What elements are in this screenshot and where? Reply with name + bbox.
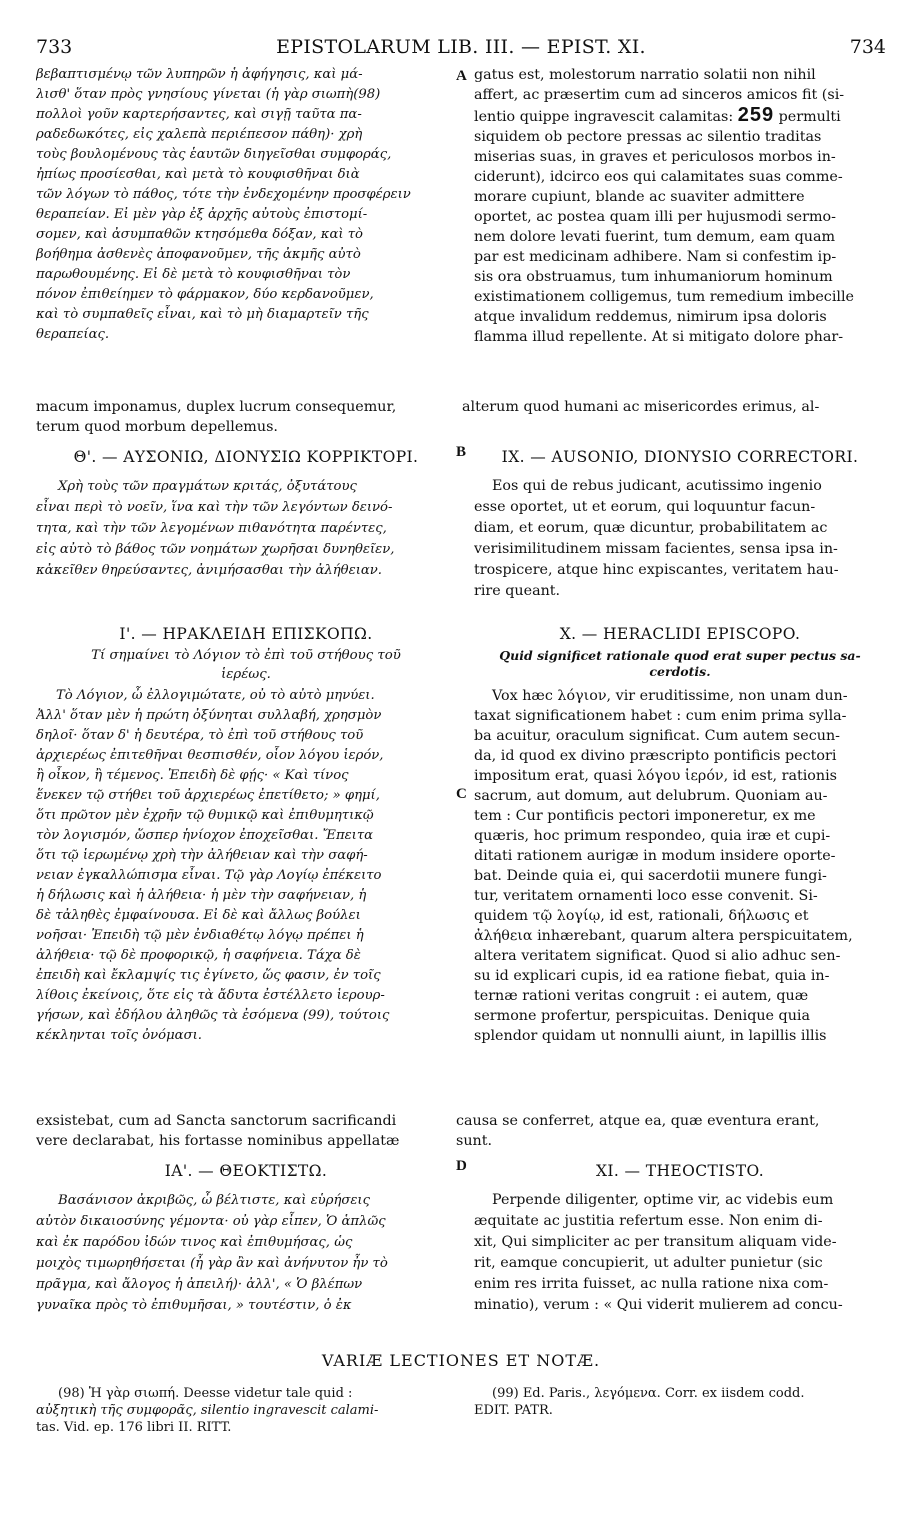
- greek-line: τοὺς βουλομένους τὰς ἑαυτῶν διηγεῖσθαι συμφοράς,: [36, 147, 392, 162]
- footnote-line: (99) Ed. Paris., λεγόμενα. Corr. ex iisdem codd.: [492, 1386, 805, 1401]
- section2-greek-column: [36, 476, 456, 581]
- greek-line: νοῆσαι· Ἐπειδὴ τῷ μὲν ἐνδιαθέτῳ λόγῳ πρέπει ἡ: [36, 928, 364, 943]
- latin-line: esse oportet, ut et eorum, qui loquuntur facun-: [474, 499, 816, 515]
- latin-text: permulti: [778, 109, 841, 125]
- latin-line: Perpende diligenter, optime vir, ac videbis eum: [492, 1192, 834, 1208]
- latin-line: ciderunt), idcirco eos qui calamitates suas comme-: [474, 169, 843, 185]
- latin-line: par est medicinam adhibere. Nam si confestim ip-: [474, 249, 837, 265]
- latin-line: trospicere, atque hinc expiscantes, veritatem hau-: [474, 562, 839, 578]
- greek-line: Βασάνισον ἀκριβῶς, ὦ βέλτιστε, καὶ εὑρήσεις: [58, 1193, 370, 1208]
- greek-line: γήσων, καὶ ἐδήλου ἀληθῶς τὰ ἐσόμενα (99), τούτοις: [36, 1008, 390, 1023]
- greek-line: πόνον ἐπιθείημεν τὸ φάρμακον, δύο κερδανοῦμεν,: [36, 287, 374, 302]
- latin-line: affert, ac præsertim cum ad sinceros amicos fit (si-: [474, 87, 845, 103]
- latin-line: da, id quod ex divino præscripto pontificis pectori: [474, 748, 837, 764]
- section3-latin-column: [474, 686, 886, 1046]
- latin-line: sis ora obstruamus, tum inhumaniorum hominum: [474, 269, 833, 285]
- heading-latin-ix: IX. — AUSONIO, DIONYSIO CORRECTORI.: [501, 448, 859, 466]
- greek-line: κέκληνται τοῖς ὀνόμασι.: [36, 1028, 202, 1043]
- footnote-left: [36, 1385, 456, 1436]
- greek-line: εἰς αὐτὸ τὸ βάθος τῶν νοημάτων χωρῆσαι δυνηθεῖεν,: [36, 542, 395, 557]
- greek-line: γυναῖκα πρὸς τὸ ἐπιθυμῆσαι, » τουτέστιν, ὁ ἐκ: [36, 1298, 352, 1313]
- full-line-right: sunt.: [456, 1133, 493, 1149]
- full-line-left: macum imponamus, duplex lucrum consequemur,: [36, 399, 397, 415]
- latin-line: miserias suas, in graves et periculosos morbos in-: [474, 149, 836, 165]
- latin-line: [474, 105, 886, 127]
- greek-line: ἡ δήλωσις καὶ ἡ ἀλήθεια· ἡ μὲν τὴν σαφήνειαν, ἡ: [36, 888, 367, 903]
- subtitle-line: ἱερέως.: [221, 667, 271, 682]
- running-title: EPISTOLARUM LIB. III. — EPIST. XI.: [276, 36, 646, 58]
- full-line: terum quod morbum depellemus.: [36, 419, 278, 435]
- full-line: [36, 1111, 886, 1131]
- latin-line: su id explicari cupis, id ea ratione fiebat, quia in-: [474, 968, 830, 984]
- latin-line: xit, Qui simpliciter ac per transitum aliquam vide-: [474, 1234, 837, 1250]
- latin-line: morare cupiunt, blande ac suaviter admittere: [474, 189, 805, 205]
- greek-line: αὐτὸν δικαιοσύνης γέμοντα· οὐ γὰρ εἶπεν, Ὁ ἁπλῶς: [36, 1214, 386, 1229]
- full-line-left: exsistebat, cum ad Sancta sanctorum sacrificandi: [36, 1113, 397, 1129]
- page-number-left: 733: [36, 36, 73, 58]
- latin-line: taxat significationem habet : cum enim prima sylla-: [474, 708, 847, 724]
- section2-latin-column: [474, 476, 886, 602]
- latin-line: rire queant.: [474, 583, 561, 599]
- greek-line: τητα, καὶ τὴν τῶν λεγομένων πιθανότητα παρέντες,: [36, 521, 387, 536]
- subtitle-greek-x: [36, 646, 456, 684]
- latin-line: ditati rationem aurigæ in modum insidere oporte-: [474, 848, 836, 864]
- greek-line: βοήθημα ἀσθενὲς ἀποφανοῦμεν, τῆς ἀκμῆς αὐτὸ: [36, 247, 361, 262]
- greek-line: τῶν λόγων τὸ πάθος, τότε τὴν ἐνδεχομένην προσφέρειν: [36, 187, 411, 202]
- greek-line: καὶ τὸ συμπαθεῖς εἶναι, καὶ τὸ μὴ διαμαρτεῖν τῆς: [36, 307, 369, 322]
- latin-text: lentio quippe ingravescit calamitas:: [474, 109, 734, 125]
- greek-line: πρᾶγμα, καὶ ἄλογος ἡ ἀπειλή)· ἀλλ', « Ὁ βλέπων: [36, 1277, 363, 1292]
- latin-line: tem : Cur pontificis pectori imponeretur, ex me: [474, 808, 816, 824]
- greek-line: θεραπείας.: [36, 327, 110, 342]
- greek-line: ἀρχιερέως ἐπιτεθῆναι θεσπισθέν, οἷον λόγου ἱερόν,: [36, 748, 384, 763]
- heading-greek-ix: Θ'. — ΑΥΣΟΝΙΩ, ΔΙΟΝΥΣΙΩ ΚΟΡΡΙΚΤΟΡΙ.: [73, 448, 419, 466]
- greek-line: νειαν ἐγκαλλώπισμα εἶναι. Τῷ γὰρ Λογίῳ ἐπέκειτο: [36, 868, 382, 883]
- full-line: [36, 397, 886, 417]
- heading-latin-x: X. — HERACLIDI EPISCOPO.: [559, 625, 801, 643]
- latin-line: Vox hæc λόγιον, vir eruditissime, non unam dun-: [492, 688, 848, 704]
- latin-line: sacrum, aut domum, aut delubrum. Quoniam au-: [474, 788, 828, 804]
- margin-marker-b: B: [456, 444, 467, 460]
- section4-latin-column: [474, 1190, 886, 1316]
- latin-line: quæris, hoc primum respondeo, quia iræ et cupi-: [474, 828, 831, 844]
- footnote-line: EDIT. PATR.: [474, 1403, 553, 1418]
- heading-greek-xi: ΙΑ'. — ΘΕΟΚΤΙΣΤΩ.: [164, 1162, 328, 1180]
- subtitle-line: Τί σημαίνει τὸ Λόγιον τὸ ἐπὶ τοῦ στήθους τοῦ: [91, 648, 401, 663]
- notes-title: VARIÆ LECTIONES ET NOTÆ.: [321, 1351, 601, 1370]
- full-line-left: vere declarabat, his fortasse nominibus appellatæ: [36, 1133, 400, 1149]
- greek-line: Χρὴ τοὺς τῶν πραγμάτων κριτάς, ὀξυτάτους: [58, 479, 357, 494]
- latin-line: Eos qui de rebus judicant, acutissimo ingenio: [492, 478, 822, 494]
- greek-line: Τὸ Λόγιον, ὦ ἐλλογιμώτατε, οὐ τὸ αὐτὸ μηνύει.: [56, 688, 375, 703]
- latin-line: altera veritatem significat. Quod si alio adhuc sen-: [474, 948, 841, 964]
- full-line-right: causa se conferret, atque ea, quæ eventura erant,: [456, 1113, 820, 1129]
- latin-line: verisimilitudinem missam facientes, sensa ipsa in-: [474, 541, 838, 557]
- latin-line: nem dolore levati fuerint, tum demum, eam quam: [474, 229, 836, 245]
- greek-line: ἐπειδὴ καὶ ἔκλαμψίς τις ἐγίνετο, ὥς φασιν, ἐν τοῖς: [36, 968, 381, 983]
- greek-line: θεραπείαν. Εἰ μὲν γὰρ ἐξ ἀρχῆς αὐτοὺς ἐπιστομί-: [36, 207, 368, 222]
- subtitle-latin-x: [474, 648, 886, 680]
- greek-line: κἀκεῖθεν θηρεύσαντες, ἀνιμήσασθαι τὴν ἀλήθειαν.: [36, 563, 382, 578]
- greek-line: ραδεδωκότες, εἰς χαλεπὰ περιέπεσον πάθη)· χρὴ: [36, 127, 363, 142]
- greek-line: δὲ τἀληθὲς ἐμφαίνουσα. Εἰ δὲ καὶ ἄλλως βούλει: [36, 908, 361, 923]
- margin-marker-d: D: [456, 1158, 467, 1174]
- heading-greek-x: Ι'. — ΗΡΑΚΛΕΙΔΗ ΕΠΙΣΚΟΠΩ.: [119, 625, 373, 643]
- footnote-right: [474, 1385, 886, 1419]
- greek-line: τὸν λογισμόν, ὥσπερ ἡνίοχον ἐποχεῖσθαι. Ἔπειτα: [36, 828, 374, 843]
- greek-line: ἠπίως προσίεσθαι, καὶ μετὰ τὸ κουφισθῆναι διὰ: [36, 167, 360, 182]
- page-number-right: 734: [849, 36, 886, 58]
- latin-line: splendor quidam ut nonnulli aiunt, in lapillis illis: [474, 1028, 827, 1044]
- latin-line: impositum erat, quasi λόγου ἱερόν, id est, rationis: [474, 768, 838, 784]
- margin-marker-a: A: [456, 68, 467, 84]
- greek-line: λίθοις ἐκείνοις, ὅτε εἰς τὰ ἄδυτα ἐστέλλετο ἱερουρ-: [36, 988, 385, 1003]
- section1-latin-column: [474, 65, 886, 347]
- section4-greek-column: [36, 1190, 456, 1316]
- latin-line: enim res irrita fuisset, ac nulla ratione nixa com-: [474, 1276, 829, 1292]
- latin-line: atque invalidum reddemus, nimirum ipsa doloris: [474, 309, 827, 325]
- heading-latin-xi: XI. — THEOCTISTO.: [595, 1162, 765, 1180]
- greek-line: ἕνεκεν τῷ στήθει τοῦ ἀρχιερέως ἐπετίθετο; » φημί,: [36, 788, 380, 803]
- running-header: [36, 36, 886, 62]
- latin-line: tur, veritatem ornamenti loco esse convenit. Si-: [474, 888, 818, 904]
- latin-line: bat. Deinde quia ei, qui sacerdotii munere fungi-: [474, 868, 827, 884]
- greek-line: σομεν, καὶ ἀσυμπαθῶν κτησόμεθα δόξαν, καὶ τὸ: [36, 227, 363, 242]
- subtitle-line: cerdotis.: [649, 664, 711, 679]
- greek-line: Ἀλλ' ὅταν μὲν ἡ πρώτη ὀξύνηται συλλαβή, χρησμὸν: [36, 708, 382, 723]
- latin-line: flamma illud repellente. At si mitigato dolore phar-: [474, 329, 844, 345]
- greek-line: πολλοὶ γοῦν καρτερήσαντες, καὶ σιγῇ ταῦτα πα-: [36, 107, 362, 122]
- greek-line: εἶναι περὶ τὸ νοεῖν, ἵνα καὶ τὴν τῶν λεγόντων δεινό-: [36, 500, 393, 515]
- greek-line: παρωθουμένης. Εἰ δὲ μετὰ τὸ κουφισθῆναι τὸν: [36, 267, 351, 282]
- latin-line: existimationem colligemus, tum remedium imbecille: [474, 289, 854, 305]
- latin-line: sermone profertur, perspicuitas. Denique quia: [474, 1008, 811, 1024]
- greek-line: λισθ' ὅταν πρὸς γνησίους γίνεται (ἡ γὰρ σιωπὴ(98): [36, 87, 381, 102]
- greek-line: μοιχὸς τιμωρηθήσεται (ἦ γὰρ ἂν καὶ ἀνήνυτον ἦν τὸ: [36, 1256, 388, 1271]
- greek-line: ὅτι πρῶτον μὲν ἐχρῆν τῷ θυμικῷ καὶ ἐπιθυμητικῷ: [36, 808, 374, 823]
- greek-line: καὶ ἐκ παρόδου ἰδών τινος καὶ ἐπιθυμήσας, ὡς: [36, 1235, 353, 1250]
- greek-line: ὅτι τῷ ἱερωμένῳ χρὴ τὴν ἀλήθειαν καὶ τὴν σαφή-: [36, 848, 368, 863]
- full-line-right: alterum quod humani ac misericordes erimus, al-: [462, 399, 820, 415]
- latin-line: ba acuitur, oraculum significat. Cum autem secun-: [474, 728, 840, 744]
- latin-line: minatio), verum : « Qui viderit mulierem ad concu-: [474, 1297, 843, 1313]
- section3-full-width-lines: [36, 1111, 886, 1151]
- marginal-page-number: 259: [737, 105, 775, 126]
- greek-line: ἢ οἶκον, ἢ τέμενος. Ἐπειδὴ δὲ φῄς· « Καὶ τίνος: [36, 768, 349, 783]
- greek-line: ἀλήθεια· τῷ δὲ προφορικῷ, ἡ σαφήνεια. Τάχα δὲ: [36, 948, 361, 963]
- section1-full-width-lines: [36, 397, 886, 437]
- latin-line: oportet, ac postea quam illi per hujusmodi sermo-: [474, 209, 836, 225]
- footnote-line: (98) Ἡ γὰρ σιωπή. Deesse videtur tale quid :: [58, 1386, 353, 1401]
- full-line: [36, 1131, 886, 1151]
- latin-line: æquitate ac justitia refertum esse. Non enim di-: [474, 1213, 823, 1229]
- latin-line: siquidem ob pectore pressas ac silentio traditas: [474, 129, 822, 145]
- latin-line: diam, et eorum, quæ dicuntur, probabilitatem ac: [474, 520, 828, 536]
- section1-greek-column: [36, 65, 456, 345]
- section3-greek-column: [36, 686, 456, 1046]
- subtitle-line: Quid significet rationale quod erat super pectus sa-: [499, 648, 861, 663]
- greek-line: βεβαπτισμένῳ τῶν λυπηρῶν ἡ ἀφήγησις, καὶ μά-: [36, 67, 363, 82]
- latin-line: quidem τῷ λογίῳ, id est, rationali, δήλωσις et: [474, 908, 809, 924]
- margin-marker-c: C: [456, 786, 467, 802]
- footnote-line: tas. Vid. ep. 176 libri II. RITT.: [36, 1420, 232, 1435]
- footnote-line: αὐξητικὴ τῆς συμφορᾶς, silentio ingravescit calami-: [36, 1403, 379, 1418]
- latin-line: ternæ rationi veritas congruit : ei autem, quæ: [474, 988, 809, 1004]
- latin-line: rit, eamque concupierit, ut adulter punietur (sic: [474, 1255, 823, 1271]
- greek-line: δηλοῖ· ὅταν δ' ἡ δευτέρα, τὸ ἐπὶ τοῦ στήθους τοῦ: [36, 728, 364, 743]
- latin-line: ἀλήθεια inhærebant, quarum altera perspicuitatem,: [474, 928, 853, 944]
- latin-line: gatus est, molestorum narratio solatii non nihil: [474, 67, 816, 83]
